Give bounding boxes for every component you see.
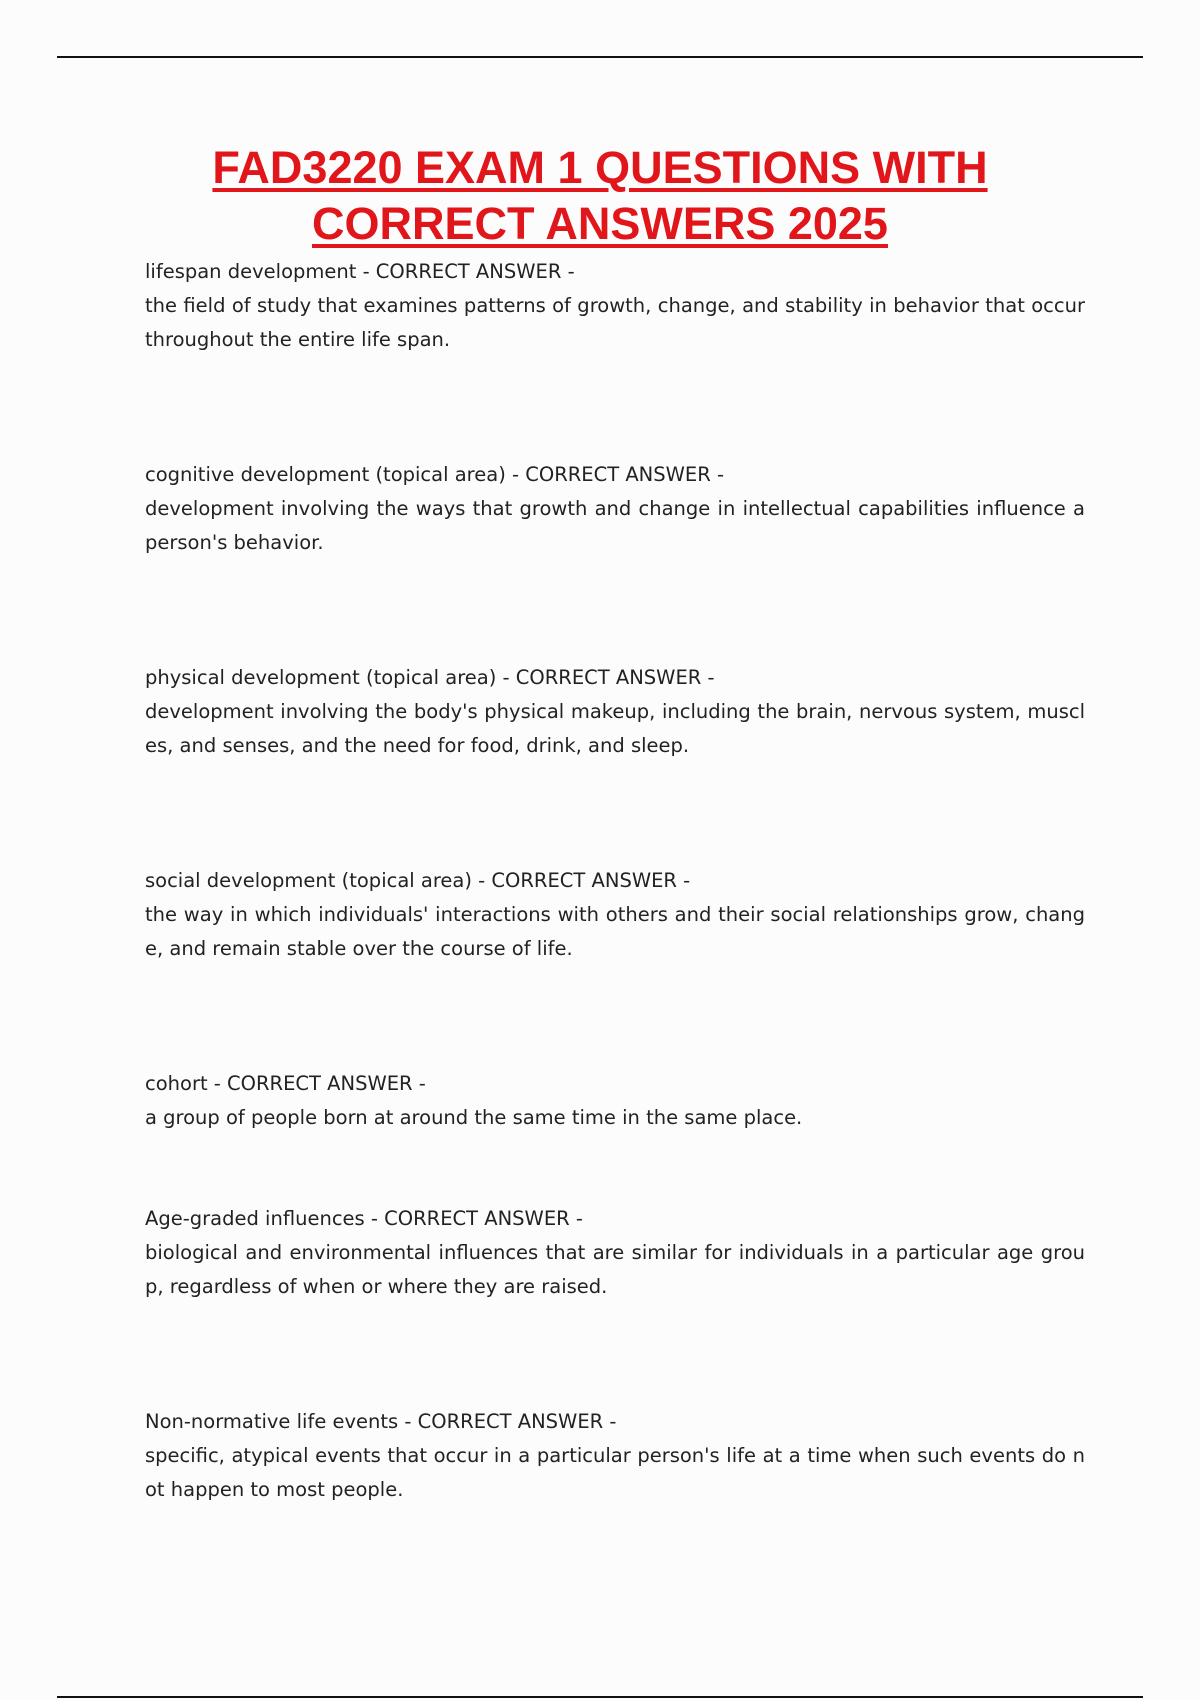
bottom-divider (57, 1696, 1143, 1698)
entry-definition: biological and environmental influences that are similar for individuals in a particular age group, regardless of when or where they are raised. (145, 1241, 1085, 1298)
qa-entry (145, 1405, 1085, 1507)
qa-entry (145, 255, 1085, 357)
qa-entry (145, 661, 1085, 763)
entry-term: lifespan development - CORRECT ANSWER - (145, 260, 575, 283)
entry-term: physical development (topical area) - CORRECT ANSWER - (145, 666, 715, 689)
entry-definition: a group of people born at around the same time in the same place. (145, 1106, 803, 1129)
entry-definition: development involving the ways that growth and change in intellectual capabilities influence a person's behavior. (145, 497, 1085, 554)
qa-entry (145, 864, 1085, 966)
entry-definition: the field of study that examines patterns of growth, change, and stability in behavior that occur throughout the entire life span. (145, 294, 1085, 351)
entry-term: Non-normative life events - CORRECT ANSWER - (145, 1410, 617, 1433)
qa-list (145, 255, 1085, 1608)
entry-term: cognitive development (topical area) - CORRECT ANSWER - (145, 463, 725, 486)
top-divider (57, 56, 1143, 58)
entry-definition: development involving the body's physical makeup, including the brain, nervous system, muscles, and senses, and the need for food, drink, and sleep. (145, 700, 1085, 757)
qa-entry (145, 458, 1085, 560)
title-line-2: CORRECT ANSWERS 2025 (312, 198, 888, 249)
entry-definition: the way in which individuals' interactions with others and their social relationships grow, change, and remain stable over the course of life. (145, 903, 1085, 960)
entry-term: Age-graded influences - CORRECT ANSWER - (145, 1207, 583, 1230)
document-title (100, 140, 1100, 252)
entry-term: cohort - CORRECT ANSWER - (145, 1072, 426, 1095)
qa-entry (145, 1202, 1085, 1304)
title-line-1: FAD3220 EXAM 1 QUESTIONS WITH (212, 142, 988, 193)
entry-definition: specific, atypical events that occur in a particular person's life at a time when such events do not happen to most people. (145, 1444, 1085, 1501)
qa-entry (145, 1067, 1085, 1135)
entry-term: social development (topical area) - CORRECT ANSWER - (145, 869, 691, 892)
